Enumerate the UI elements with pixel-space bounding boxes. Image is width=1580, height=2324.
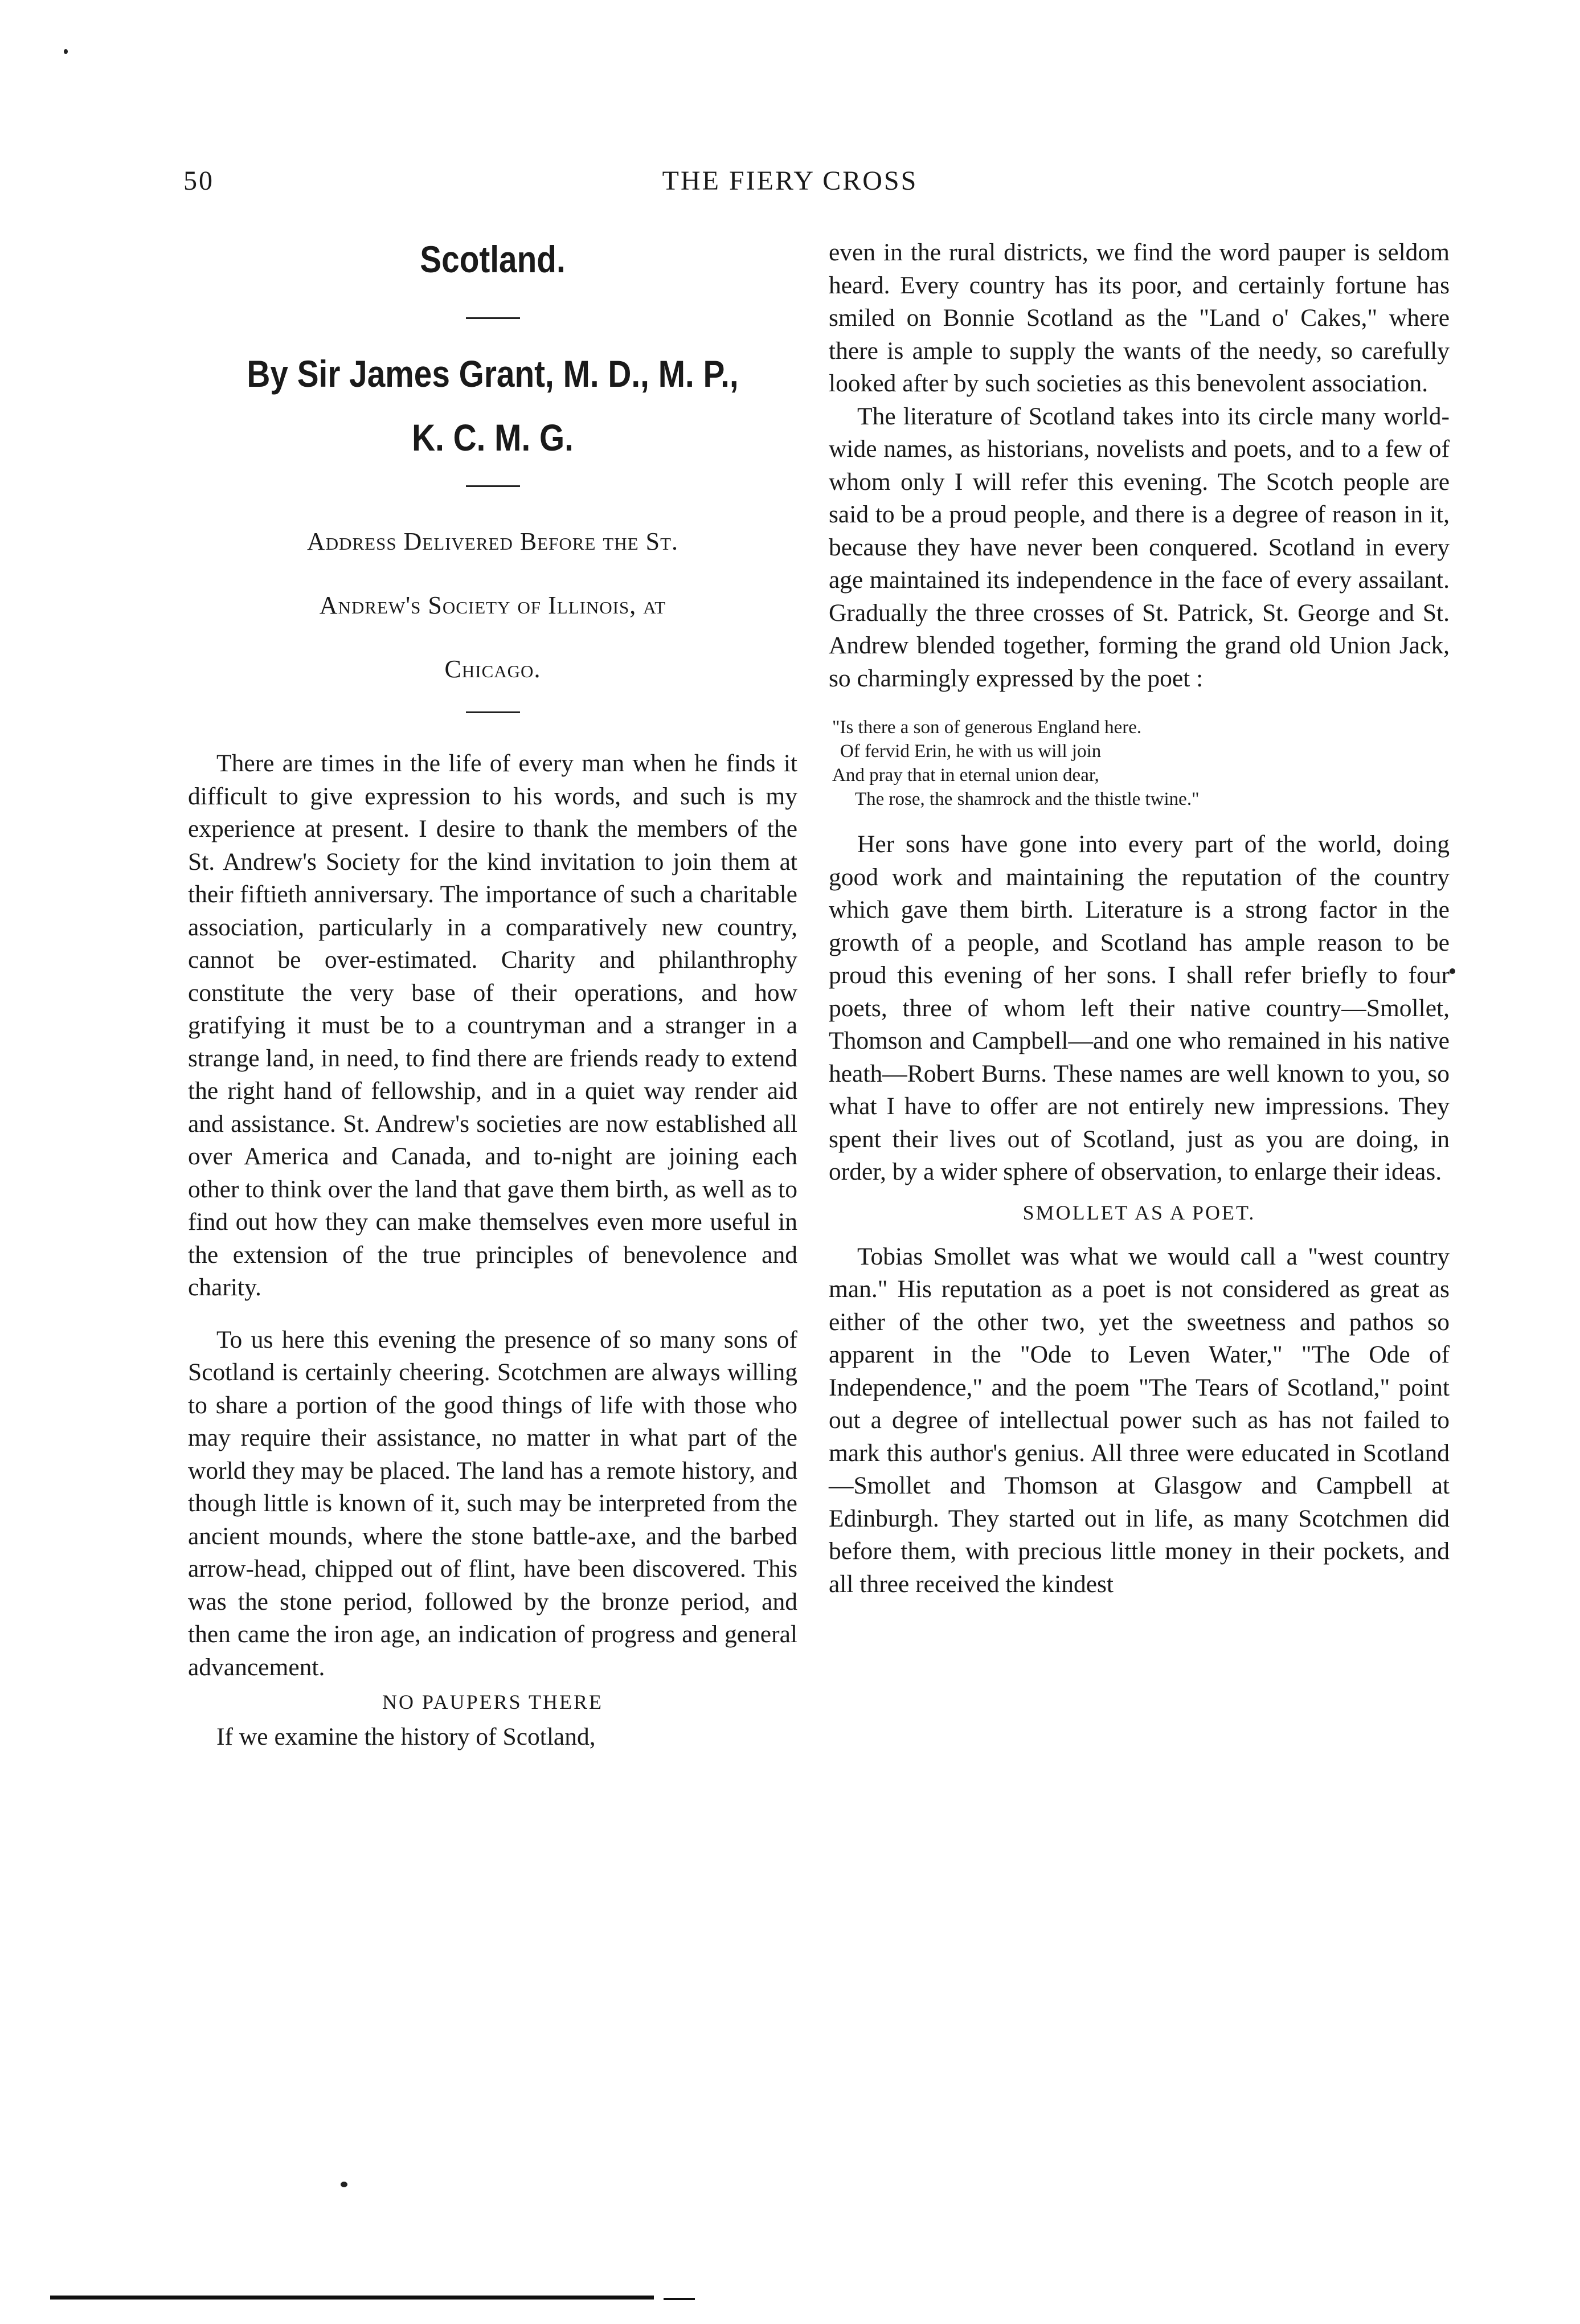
section-heading-smollet: SMOLLET AS A POET. xyxy=(1022,1201,1256,1224)
section-heading-no-paupers: NO PAUPERS THERE xyxy=(382,1691,604,1713)
poem-line: Of fervid Erin, he with us will join xyxy=(840,741,1102,762)
subheading-line-2: Andrew's Society of Illinois, at xyxy=(319,591,666,619)
subheading-line-1: Address Delivered Before the St. xyxy=(306,527,679,555)
poem-line: And pray that in eternal union dear, xyxy=(832,765,1099,785)
body-paragraph: There are times in the life of every man when he finds it difficult to give expression to his words, and such is my experience at present. I desire to thank the members of the St. Andrew's Society for the kind invitation to join them at their fiftieth anniversary. The importance of such a charitable association, particularly in a comparatively new country, cannot be over-estimated. Charity and philanthrophy constitute the very base of their operations, and how gratifying it must be to a countryman and a stranger in a strange land, in need, to find there are friends ready to extend the right hand of fellowship, and in a quiet way render aid and assistance. St. Andrew's societies are now established all over America and Canada, and to-night are joining each other to think over the land that gave them birth, as well as to find out how they can make themselves even more useful in the extension of the true principles of benevolence and charity. xyxy=(188,750,797,1301)
subheading-divider xyxy=(466,711,520,713)
title-divider xyxy=(466,317,520,319)
body-paragraph: Tobias Smollet was what we would call a "west country man." His reputation as a poet is not considered as great as either of the other two, yet the sweetness and pathos so apparent in the "Ode to Leven Water," "The Ode of Independence," and the poem "The Tears of Scotland," point out a degree of intellectual power such as has not failed to mark this author's genius. All three were educated in Scotland—Smollet and Thomson at Glasgow and Campbell at Edinburgh. They started out in life, as many Scotchmen did before them, with precious little money in their pockets, and all three received the kindest xyxy=(829,1242,1450,1598)
body-paragraph: To us here this evening the presence of so many sons of Scotland is certainly cheering. Scotchmen are always willing to share a portion of the good things of life with those who may require their assistance, no matter in what part of the world they may be placed. The land has a remote history, and though little is known of it, such may be interpreted from the ancient mounds, where the stone battle-axe, and the barbed arrow-head, chipped out of flint, have been discovered. This was the stone period, followed by the bronze period, and then came the iron age, an indication of progress and general advancement. xyxy=(188,1325,797,1681)
poem-quotation xyxy=(829,715,1450,811)
left-column xyxy=(188,236,797,1754)
ink-speck xyxy=(1450,968,1455,974)
body-paragraph: The literature of Scotland takes into its circle many world-wide names, as historians, novelists and poets, and to a few of whom only I will refer this evening. The Scotch people are said to be a proud people, and there is a degree of reason in it, because they have never been conquered. Scotland in every age maintained its independence in the face of every assailant. Gradually the three crosses of St. Patrick, St. George and St. Andrew blended together, forming the grand old Union Jack, so charmingly expressed by the poet : xyxy=(829,402,1450,692)
bottom-scan-mark xyxy=(50,2296,654,2300)
article-title: Scotland. xyxy=(420,238,566,280)
journal-title: THE FIERY CROSS xyxy=(662,166,918,196)
ink-speck xyxy=(341,2182,347,2187)
body-paragraph: If we examine the history of Scotland, xyxy=(216,1723,596,1750)
poem-line: The rose, the shamrock and the thistle twine." xyxy=(855,789,1200,809)
right-column xyxy=(829,236,1450,1601)
page-number: 50 xyxy=(183,166,214,196)
poem-line: "Is there a son of generous England here. xyxy=(832,717,1142,738)
bottom-scan-mark xyxy=(664,2298,695,2300)
byline-line-1: By Sir James Grant, M. D., M. P., xyxy=(247,353,739,395)
body-paragraph: even in the rural districts, we find the word pauper is seldom heard. Every country has its poor, and certainly fortune has smiled on Bonnie Scotland as the "Land o' Cakes," where there is ample to supply the wants of the needy, so carefully looked after by such societies as this benevolent association. xyxy=(829,239,1450,397)
byline-line-2: K. C. M. G. xyxy=(412,416,574,459)
byline-divider xyxy=(466,485,520,487)
subheading-line-3: Chicago. xyxy=(444,655,541,683)
ink-speck xyxy=(64,49,68,54)
address-subheading xyxy=(188,510,797,701)
body-paragraph: Her sons have gone into every part of the world, doing good work and maintaining the reputation of the country which gave them birth. Literature is a strong factor in the growth of a people, and Scotland has ample reason to be proud this evening of her sons. I shall refer briefly to four poets, three of whom left their native country—Smollet, Thomson and Campbell—and one who remained in his native heath—Robert Burns. These names are well known to you, so what I have to offer are not entirely new impressions. They spent their lives out of Scotland, just as you are doing, in order, by a wider sphere of observation, to enlarge their ideas. xyxy=(829,830,1450,1185)
running-head xyxy=(0,165,1580,205)
